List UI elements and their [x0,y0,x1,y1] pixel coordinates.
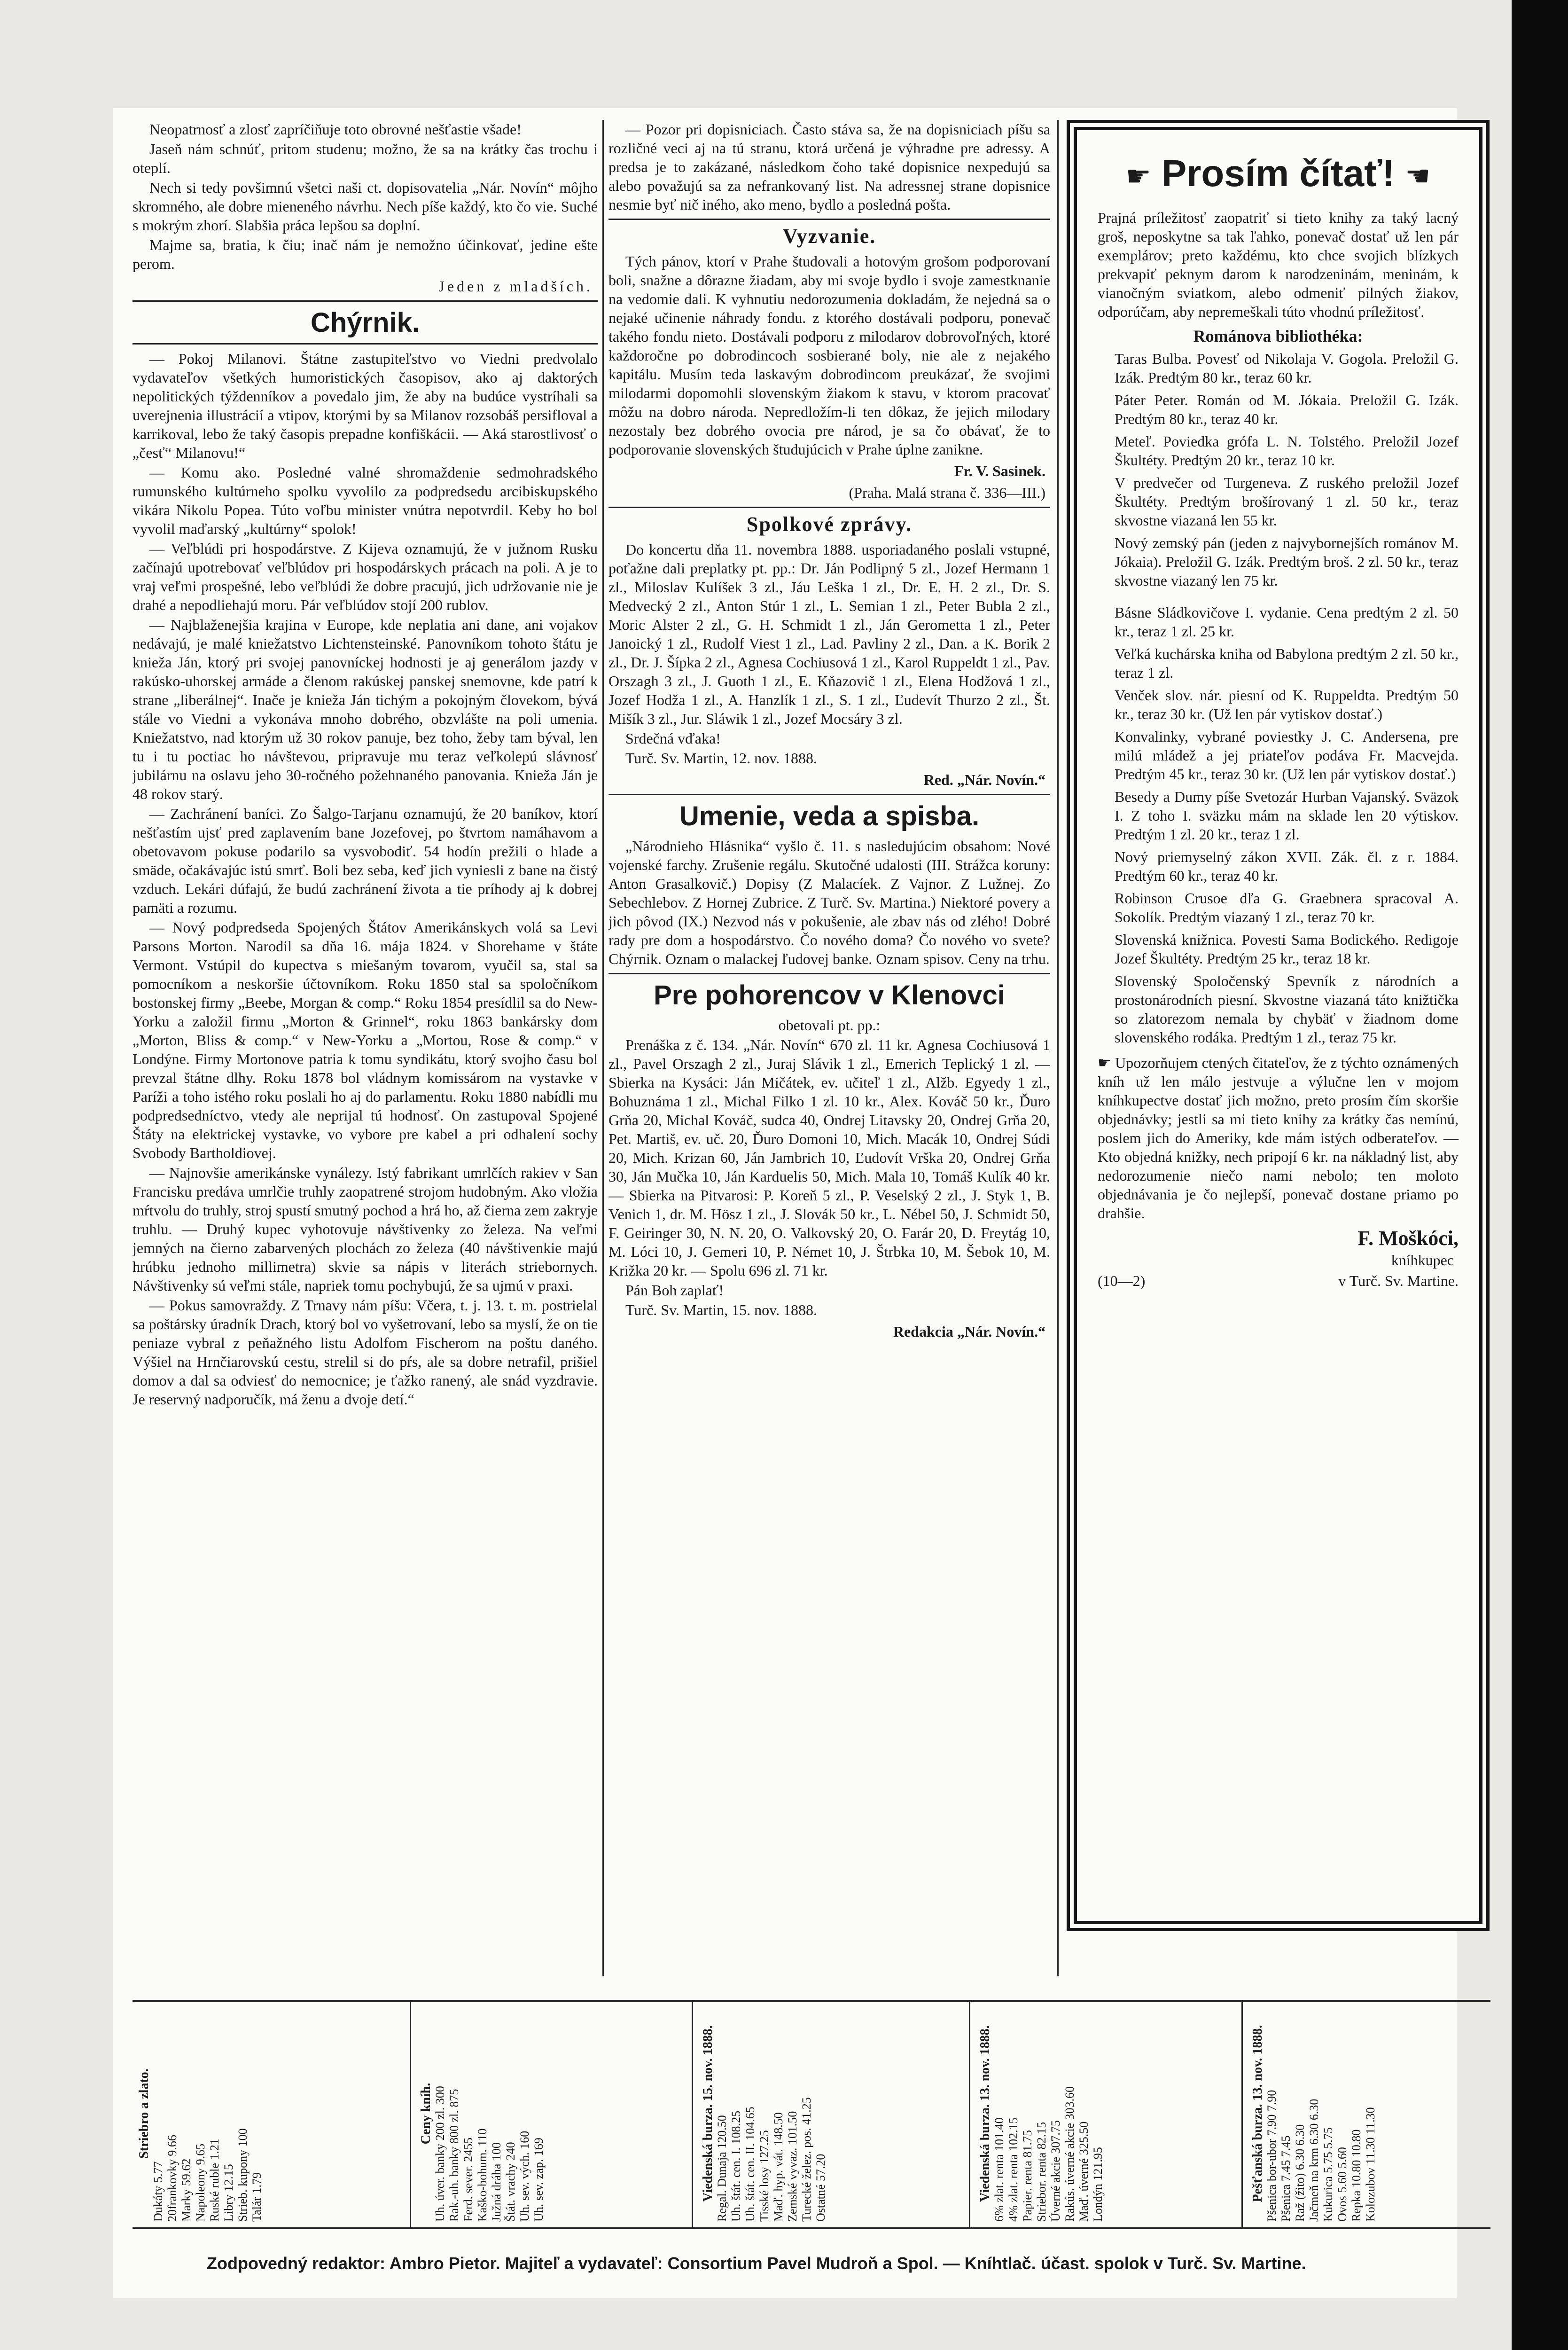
book-item: Slovenská knižnica. Povesti Sama Bodického. Redigoje Jozef Škultéty. Predtým 25 kr., teraz 18 kr. [1115,931,1459,967]
news-item: — Pokus samovraždy. Z Trnavy nám píšu: Včera, t. j. 13. t. m. postrielal sa poštársky úradník Drach, ktorý bol vo vyšetrovaní, lebo sa myslí, že on tie peniaze vybral z peňažného listu Adolfom Fischerom na poštu daného. Výšiel na Hrnčiarovskú cestu, strelil si do pŕs, ale sa dobre netrafil, prišiel domov a dal sa odviesť do nemocnice; je ťažko ranený, ale snád vyzdravie. Je reservný nadporučík, má ženu a dvoje detí.“ [133,1297,598,1408]
table-row: Uh. sev. vých. 160 [518,2131,531,2222]
table-row: 4% zlat. renta 102.15 [1006,2117,1020,2222]
section-heading-vyzvanie: Vyzvanie. [782,225,876,248]
table-row: Kukurica 5.75 5.75 [1321,2127,1335,2222]
intro-paragraph: Nech si tedy povšimnú všetci naši ct. dopisovatelia „Nár. Novín“ môjho skromného, ale dobre mieneného návrhu. Nech píše každý, kto čo vie. Suché s mokrým zhorí. Slabšia práca lepšou sa doplní. [133,179,598,234]
divider [608,973,1050,974]
book-item: Nový zemský pán (jeden z najvybornejších románov M. Jókaia). Preložil G. Izák. Predtým broš. 2 zl. 50 kr., teraz skvostne viazaný len 75 kr. [1115,534,1459,589]
book-item: Konvalinky, vybrané poviestky J. C. Andersena, pre milú mládež a jej priateľov podáva Fr. Macvejda. Predtým 45 kr., teraz 30 kr. (Už len pár vytiskov dostať.) [1115,728,1459,783]
table-row: Zemské vyvaz. 101.50 [786,2111,799,2222]
vyzvanie-signature: Fr. V. Sasinek. [954,462,1045,479]
table-row: Striebor. renta 82.15 [1035,2122,1048,2222]
table-divider [1241,2002,1243,2227]
spolkove-signature: Red. „Nár. Novín.“ [923,771,1045,788]
table-row: Uh. štát. cen. I. 108.25 [729,2110,743,2222]
table-row: Maď. hyp. vát. 148.50 [772,2112,785,2222]
market-table [701,2005,955,2222]
table-row: Uh. úver. banky 200 zl. 300 [433,2086,447,2222]
spolkove-date: Turč. Sv. Martin, 12. nov. 1888. [625,750,818,767]
table-row: Londýn 121.95 [1091,2147,1105,2222]
table-divider [969,2002,970,2227]
news-item: — Pokoj Milanovi. Štátne zastupiteľstvo vo Viedni predvolalo vydavateľov všetkých humoristických časopisov, ako aj daktorých nepolitických týždenníkov a povedalo jim, že aby na budúce vystríhali sa uverejnenia illustrácií a vtipov, ktorými by sa Milanov rozsobáš persifloval a karrikoval, lebo že taký časopis prepadne konfiškácii. — Aká starostlivosť o „česť“ Milanovu!“ [133,350,598,461]
table-row: Uh. štát. cen. II. 104.65 [743,2107,757,2222]
ad-signature-row [1098,1271,1459,1290]
news-item: — Najnovšie amerikánske vynálezy. Istý fabrikant umrlčích rakiev v San Francisku predáva umrlčie truhly zaopatrené strojom hudobným. Ako vložia mŕtvolu do truhly, stroj spustí smutný pochod a hrá ho, až čierna zem zakryje truhlu. — Druhý kupec vyhotovuje návštivenky zo železa. Na veľmi jemných na čierno zabarvených plochách zo železa (40 návštivenkie majú hrúbku jednoho millimetra) skvie sa nápis v literách striebornych. Návštivenky sú veľmi stále, napriek tomu pochybujú, že sa ujmú v praxi. [133,1164,598,1294]
table-row: Ruské ruble 1.21 [208,2138,221,2222]
book-item: Slovenský Spoločenský Spevník z národních a prostonárodních piesní. Skvostne viazaná táto knižtička so zlatorezom nemala by chybäť v žiadnom dome slovenského rodáka. Predtým 1 zl., teraz 75 kr. [1115,972,1459,1046]
table-row: Rak.-uh. banky 800 zl. 875 [447,2089,461,2222]
pointing-hand-icon: ☛ [1098,1054,1116,1071]
news-item: — Veľblúdi pri hospodárstve. Z Kijeva oznamujú, že v južnom Rusku začínajú upotrebovať veľblúdov pri hospodárskych prácach na poli. A je to vraj veľmi prospešné, lebo veľblúdi že dobre pracujú, jich udržovanie nie je drahé a nepodliehajú moru. Pár veľblúdov stojí 200 rublov. [133,540,598,613]
table-row: 6% zlat. renta 101.40 [992,2117,1006,2222]
book-item: Robinson Crusoe dľa G. Graebnera spracoval A. Sokolík. Predtým viazaný 1 zl., teraz 70 kr. [1115,889,1459,925]
section-heading-umenie: Umenie, veda a spisba. [679,801,980,831]
vyzvanie-address: (Praha. Malá strana č. 336—III.) [849,484,1045,501]
news-item: — Zachránení baníci. Zo Šalgo-Tarjanu oznamujú, že 20 baníkov, ktorí nešťastím ujsť pred zaplavením bane Jozefovej, po štvrtom namáhavom a obetovavom pokuse podarilo sa vysvobodiť. 54 hodín prežili o hlade a smäde, očakávajúc istú smrť. Boli bez seba, keď jich vyniesli z bane na čistý vzduch. Lekári dúfajú, že budú zachránení života a tie príhody aj k dobrej pamäti a rozumu. [133,805,598,916]
intro-paragraph: Majme sa, bratia, k čiu; inač nám je nemožno účinkovať, jedine ešte perom. [133,236,598,272]
market-table [978,2005,1232,2222]
pointing-hand-icon: ☚ [1405,160,1431,192]
book-item: V predvečer od Turgeneva. Z ruského preložil Jozef Škultéty. Predtým brošírovaný 1 zl. 50 kr., teraz skvostne viazaná len 55 kr. [1115,474,1459,529]
scan-edge-bar [1512,0,1568,2350]
table-header: Pešťanská burza. 13. nov. 1888. [1250,2025,1265,2202]
divider [608,219,1050,220]
ad-place: v Turč. Sv. Martine. [1338,1272,1459,1289]
umenie-text: „Národnieho Hlásnika“ vyšlo č. 11. s nasledujúcim obsahom: Nové vojenské farchy. Zrušenie regálu. Skutočné udalosti (III. Strážca koruny: Anton Grasalkovič.) Dopisy (Z Malacíek. Z Vajnor. Z Lužnej. Zo Sebechlebov. Z Hornej Zubrice. Z Turč. Sv. Martina.) Niektoré povery a jich pôvod (IX.) Nezvod nás v pokušenie, ale zbav nás od zlého! Dobré rady pre dom a hospodárstvo. Čo nového doma? Čo nového vo svete? Chýrnik. Oznam o malackej ľudovej banke. Oznam spisov. Ceny na trhu. [608,838,1050,967]
table-row: Ferd. sever. 2455 [461,2137,475,2222]
table-row: Uh. sev. zap. 169 [532,2138,546,2222]
pohorenci-signature: Redakcia „Nár. Novín.“ [893,1323,1045,1340]
table-header: Ceny kníh. [419,2083,433,2145]
news-item: — Pozor pri dopisniciach. Často stáva sa, že na dopisniciach píšu sa rozličné veci aj na tú stranu, ktorá určená je výhradne pre adressy. A predsa je to zakázané, následkom čoho také dopisnice nexpedujú sa alebo považujú sa za nefrankovaný list. Na adressnej strane dopisnice nesmie byť nič iného, ako meno, bydlo a posledná pošta. [608,121,1050,213]
book-item: Taras Bulba. Povesť od Nikolaja V. Gogola. Preložil G. Izák. Predtým 80 kr., teraz 60 kr. [1115,350,1459,386]
market-table [1251,2005,1486,2222]
ad-intro: Prajná príležitosť zaopatriť si tieto knihy za taký lacný groš, neposkytne sa tak ľahko, ponevač dostať už len pár exemplárov; preto každému, kto chce svojich blízkych prekvapiť peknym darom k narodzeninám, meninám, k vianočným sviatkom, alebo odmeniť pilných žiakov, odporúčam, aby nepremeškali túto vhodnú príležitosť. [1098,209,1459,320]
table-row: Tisské losy 127.25 [757,2130,771,2222]
ad-notice-text: Upozorňujem ctených čitateľov, že z týchto oznámených kníh už len málo jestvuje a výlučne len v mojom kníhkupectve dostať jich možno, preto prosím čím skoršie objednávky; jestli sa mi tieto knihy za krátky čas nemínú, poslem jich do Ameriky, kde mám istých odberateľov. — Kto objedná knižky, nech pripojí 6 kr. na nákladný list, aby nedorozumenie niečo nami nebolo; ten moloto objednávania je čo nejlepší, ponevač dostane priamo po drahšie. [1098,1054,1459,1222]
table-row: Papier. renta 81.75 [1021,2130,1034,2222]
spolkove-text: Do koncertu dňa 11. novembra 1888. usporiadaného poslali vstupné, poťažne dali preplatky pt. pp.: Dr. Ján Podlipný 5 zl., Jozef Hermann 1 zl., Miloslav Kulíšek 3 zl., Jáu Leška 1 zl., Dr. E. H. 2 zl., Dr. S. Medvecký 2 zl., Anton Stúr 1 zl., L. Semian 1 zl., Peter Bubla 2 zl., Moric Alster 2 zl., G. H. Schmidt 1 zl., Ján Gerometta 1 zl., Peter Janoický 1 zl., Rudolf Viest 1 zl., Lad. Pavliny 2 zl., Dan. a K. Borik 2 zl., Dr. J. Šípka 2 zl., Agnesa Cochiusová 1 zl., Karol Ruppeldt 1 zl., Pav. Orszagh 3 zl., J. Guoth 1 zl., E. Kňazovič 1 zl., Elena Hodžová 1 zl., Jozef Hodža 1 zl., A. Hanzlík 1 zl., S. 1 zl., Ľudevít Thurzo 2 zl., Št. Mišík 3 zl., Jur. Sláwik 1 zl., Jozef Mocsáry 3 zl. [608,541,1050,727]
book-item: Nový priemyselný zákon XVII. Zák. čl. z r. 1884. Predtým 60 kr., teraz 40 kr. [1115,848,1459,884]
divider [608,507,1050,508]
table-row: 20frankovky 9.66 [165,2135,179,2222]
book-item: Veľká kuchárska kniha od Babylona predtým 2 zl. 50 kr., teraz 1 zl. [1115,645,1459,681]
table-divider [692,2002,693,2227]
table-row: Marky 59.62 [179,2158,193,2222]
table-row: Ovos 5.60 5.60 [1335,2147,1349,2222]
section-heading-spolkove: Spolkové zprávy. [746,513,913,536]
divider [608,794,1050,795]
pohorenci-date: Turč. Sv. Martin, 15. nov. 1888. [625,1301,818,1318]
section-heading-chyrnik: Chýrnik. [310,307,420,338]
column-2 [608,120,1050,1995]
table-row: Rakús. úverné akcie 303.60 [1063,2086,1077,2222]
column-rule [602,120,604,1976]
pointing-hand-icon: ☛ [1125,160,1151,192]
ad-code: (10—2) [1098,1272,1146,1289]
table-row: Pšenica 7.45 7.45 [1279,2135,1293,2222]
intro-paragraph: Jaseň nám schnúť, pritom studenu; možno, že sa na krátky čas trochu i oteplí. [133,141,598,176]
table-divider [410,2002,411,2227]
table-row: Repka 10.80 10.80 [1350,2129,1363,2222]
ad-signature: F. Moškóci, [1357,1226,1459,1250]
market-table [137,2005,400,2222]
table-header: Viedenská burza. 13. nov. 1888. [978,2025,992,2202]
pohorenci-thanks: Pán Boh zaplať! [625,1282,724,1299]
table-row: Kaško-bohum. 110 [476,2128,489,2222]
table-row: Regal. Dunaja 120.50 [715,2115,729,2222]
market-tables [133,2000,1490,2229]
ad-signature-role: kníhkupec [1391,1251,1454,1269]
imprint-footer: Zodpovedný redaktor: Ambro Pietor. Majiteľ a vydavateľ: Consortium Pavel Mudroň a Spol. — Kníhtlač. účast. spolok v Turč. Sv. Martine. [207,2254,1306,2273]
section-heading-pohorenci: Pre pohorencov v Klenovci [654,980,1005,1010]
table-row: Dukáty 5.77 [151,2161,165,2222]
pohorenci-subtitle: obetovali pt. pp.: [778,1017,881,1034]
book-item: Páter Peter. Román od M. Jókaia. Preložil G. Izák. Predtým 80 kr., teraz 40 kr. [1115,391,1459,427]
table-row: Úverné akcie 307.75 [1049,2120,1062,2222]
table-row: Kolozubov 11.30 11.30 [1364,2107,1377,2222]
intro-signature: Jeden z mladších. [438,278,593,295]
column-1 [133,120,598,1995]
table-header: Striebro a zlato. [137,2068,151,2159]
table-row: Turecké želez. pos. 41.25 [800,2097,813,2222]
news-item: — Komu ako. Posledné valné shromaždenie sedmohradského rumunského kultúrneho spolku vyvolilo za podpredsedu arcibiskupského vikára Nikolu Popea. Túto voľbu minister vnútra nepotvrdil. Keby ho bol vyvolil maďarský „kultúrny“ spolok! [133,464,598,537]
book-item: Meteľ. Poviedka grófa L. N. Tolstého. Preložil Jozef Škultéty. Predtým 20 kr., teraz 10 kr. [1115,432,1459,469]
table-row: Pšenica bor-ubor 7.90 7.90 [1265,2090,1279,2222]
column-3 [1067,120,1490,1995]
table-row: Raž (žito) 6.30 6.30 [1293,2124,1307,2222]
pohorenci-text: Prenáška z č. 134. „Nár. Novín“ 670 zl. 11 kr. Agnesa Cochiusová 1 zl., Pavel Orszagh 2 zl., Juraj Slávik 1 zl., Emerich Teplický 1 zl. — Sbierka na Kysáci: Ján Mičátek, ev. učiteľ 1 zl., Alžb. Egyedy 1 zl., Bohuznáma 1 zl., Michal Filko 1 zl. 10 kr., Alex. Kováč 50 kr., Ďuro Grňa 20, Michal Kováč, sudca 40, Ondrej Litavsky 20, Ondrej Grňa 20, Pet. Martiš, ev. uč. 20, Ďuro Domoni 10, Mich. Macák 10, Ondrej Súdi 20, Mich. Krizan 60, Ján Jambrich 10, Ľudovít Vrška 20, Ondrej Grňa 30, Ján Mučka 10, Ján Karduelis 50, Mich. Mala 10, Tomáš Kulík 40 kr. — Sbierka na Pitvarosi: P. Koreň 5 zl., P. Veselský 2 zl., J. Styk 1, B. Venich 1, dr. M. Hösz 1 zl., J. Slovák 50 kr., L. Nébel 50, J. Schmidt 50, F. Geiringer 30, N. N. 20, O. Valkovský 20, O. Farár 20, D. Freytág 10, M. Lóci 10, J. Gemeri 10, P. Német 10, J. Štrbka 10, M. Šebok 10, M. Križka 20 kr. — Spolu 696 zl. 71 kr. [608,1036,1050,1279]
intro-paragraph: Neopatrnosť a zlosť zapríčiňuje toto obrovné nešťastie všade! [149,121,522,138]
ad-subheading: Románova bibliothéka: [1193,326,1363,345]
spolkove-thanks: Srdečná vďaka! [625,730,721,747]
ad-notice [1098,1053,1459,1222]
ad-title [1098,151,1459,199]
book-item: Besedy a Dumy píše Svetozár Hurban Vajanský. Sväzok I. Z toho I. sväzku mám na sklade len 20 výtiskov. Predtým 1 zl. 20 kr., teraz 1 zl. [1115,788,1459,843]
news-item: — Najblaženejšia krajina v Europe, kde neplatia ani dane, ani vojakov nedávajú, je malé kniežatstvo Lichtensteinské. Panovníkom tohoto štátu je knieža Ján, ktorý pri svojej panovníckej hodnosti je aj generálom jazdy v rakúsko-uhorskej armáde a členom rakúskej panskej snemovne, kde patrí k strane „liberálnej“. Inače je knieža Ján tichým a pokojným človekom, bývá stále vo Viedni a vykonáva mnoho dobrého, obzvlášte na poli umenia. Kniežatstvo, nad ktorým už 30 rokov panuje, bez toho, žeby tam býval, len tu i tu poctiac ho návštevou, pripravuje mu teraz veľkolepú slávnosť jubilárnu na oslavu jeho 30-ročného požehnaného panovania. Knieža Ján je 48 rokov starý. [133,616,598,802]
vyzvanie-text: Tých pánov, ktorí v Prahe študovali a hotovým grošom podporovaní boli, snažne a dôrazne žiadam, aby mi svoje bydlo i svoje zamestknanie na vedomie dali. K vyhnutiu nedorozumenia dokladám, že nejedná sa o nejaké učinenie náhrady fondu. z ktorého dostávali podporu, ponevač takého fondu nieto. Dostávali podporu z milodarov dobrovoľných, ktoré každoročne po dobrodincoch sosbierané boly, nie ale z nejakého kapitálu. Musím teda laskavým dobrodincom preukázať, že svojimi milodarmi dopomohli slovenským žiakom k stavu, v ktorom pracovať môžu na dobro národa. Nepredložím-li ten dôkaz, že jejich milodary nezostaly bez dobrého ovocia pre národ, je sa čo obávať, že to podporovanie slovenských študujúcich v Prahe úplne zanikne. [608,253,1050,458]
market-table [419,2005,682,2222]
table-row: Ostatné 57.20 [814,2154,827,2222]
column-rule [1057,120,1059,1976]
book-item: Básne Sládkovičove I. vydanie. Cena predtým 2 zl. 50 kr., teraz 1 zl. 25 kr. [1115,603,1459,640]
table-row: Libry 12.15 [222,2164,235,2222]
table-row: Napoleony 9.65 [194,2143,207,2222]
table-row: Maď. úverné 325.50 [1077,2121,1091,2222]
table-row: Strieb. kupony 100 [236,2128,250,2222]
ad-title-text: Prosím čítať! [1161,152,1395,194]
news-item: — Nový podpredseda Spojených Štátov Amerikánskych volá sa Levi Parsons Morton. Narodil sa dňa 16. mája 1824. v Shorehame v štáte Vermont. Vstúpil do kupectva s miešaným tovarom, vyučil sa, stal sa pomocníkom a neskoršie účtovníkom. Roku 1850 stal sa spoločníkom bostonskej firmy „Beebe, Morgan & comp.“ Roku 1854 presídlil sa do New-Yorku a založil firmu „Morton & Grinnel“, roku 1863 bankársky dom „Morton, Bliss & comp.“ v New-Yorku a „Mortou, Rose & comp.“ v Londýne. Firmy Mortonove patria k tomu syndikátu, ktorý svojho času bol prevzal štátne dlhy. Roku 1878 bol vládnym komissárom na vystavke v Paríži a toho istého roku poslali ho aj do parlamentu. Roku 1880 nabídli mu podpredsedníctvo, vtedy ale neprijal tú hodnosť. On zastupoval Spojené Štáty na elektrickej vystavke, vo vybore pre kabel a pri odhalení sochy Svobody Bartholdiovej. [133,919,598,1161]
table-row: Štát. vrachy 240 [504,2142,517,2222]
divider [133,343,598,345]
table-row: Jačmeň na krm 6.30 6.30 [1307,2099,1321,2222]
divider [133,300,598,302]
bookshop-advertisement [1067,120,1490,1931]
book-item: Venček slov. nár. piesní od K. Ruppeldta. Predtým 50 kr., teraz 30 kr. (Už len pár vytiskov dostať.) [1115,686,1459,722]
table-header: Viedenská burza. 15. nov. 1888. [701,2025,715,2202]
table-row: Talár 1.79 [250,2172,264,2222]
table-row: Južná dráha 100 [490,2142,503,2222]
